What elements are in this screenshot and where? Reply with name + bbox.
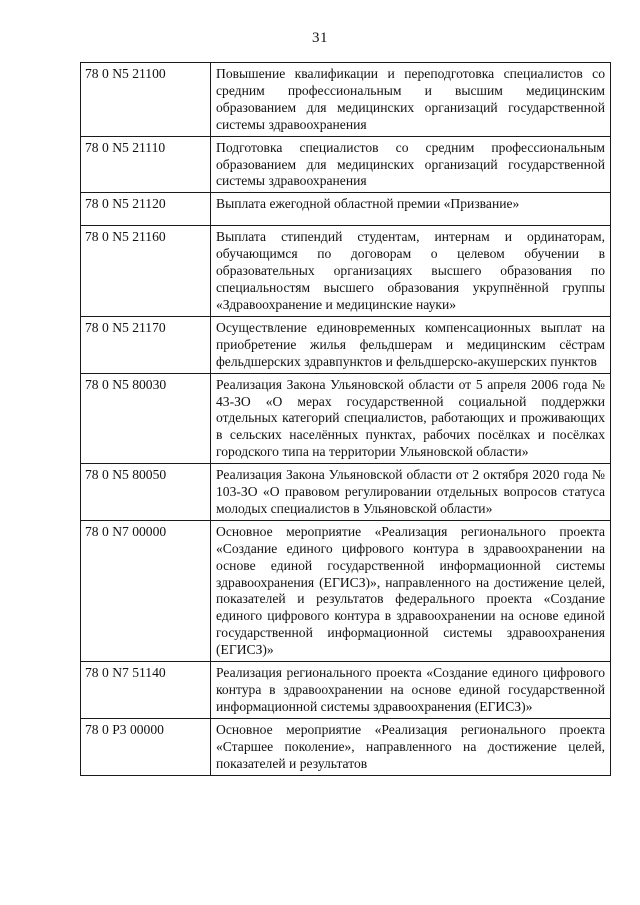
table-row — [81, 373, 611, 464]
description-cell: Реализация регионального проекта «Создание единого цифрового контура в здравоохранении на основе единой государственной информационной системы здравоохранения (ЕГИСЗ)» — [211, 662, 611, 719]
budget-code-cell: 78 0 N7 51140 — [81, 662, 211, 719]
table-row — [81, 718, 611, 775]
table-row — [81, 63, 611, 137]
description-cell: Основное мероприятие «Реализация регионального проекта «Создание единого цифрового контура в здравоохранении на основе единой государственной информационной системы здравоохранения (ЕГИСЗ)», направленного на достижение целей, показателей и результатов федерального проекта «Создание единого цифрового контура в здравоохранении на основе единой государственной информационной системы здравоохранения (ЕГИСЗ)» — [211, 520, 611, 661]
description-cell: Выплата стипендий студентам, интернам и ординаторам, обучающимся по договорам о целевом обучении в образовательных организациях высшего образования по специальностям высшего образования укрупнённой группы «Здравоохранение и медицинские науки» — [211, 226, 611, 317]
budget-code-cell: 78 0 N5 80050 — [81, 464, 211, 521]
description-cell: Реализация Закона Ульяновской области от 5 апреля 2006 года № 43-ЗО «О мерах государственной социальной поддержки отдельных категорий специалистов, работающих и проживающих в сельских населённых пунктах, рабочих посёлках и посёлках городского типа на территории Ульяновской области» — [211, 373, 611, 464]
budget-code-cell: 78 0 N5 21110 — [81, 136, 211, 193]
table-row — [81, 464, 611, 521]
table-row — [81, 136, 611, 193]
table-row — [81, 520, 611, 661]
budget-code-cell: 78 0 N5 21160 — [81, 226, 211, 317]
description-cell: Основное мероприятие «Реализация регионального проекта «Старшее поколение», направленного на достижение целей, показателей и результатов — [211, 718, 611, 775]
description-cell: Осуществление единовременных компенсационных выплат на приобретение жилья фельдшерам и медицинским сёстрам фельдшерских здравпунктов и фельдшерско-акушерских пунктов — [211, 316, 611, 373]
description-cell: Выплата ежегодной областной премии «Призвание» — [211, 193, 611, 226]
budget-code-cell: 78 0 N5 80030 — [81, 373, 211, 464]
budget-code-cell: 78 0 P3 00000 — [81, 718, 211, 775]
description-cell: Реализация Закона Ульяновской области от 2 октября 2020 года № 103-ЗО «О правовом регулировании отдельных вопросов статуса молодых специалистов в Ульяновской области» — [211, 464, 611, 521]
budget-code-cell: 78 0 N5 21170 — [81, 316, 211, 373]
table-row — [81, 662, 611, 719]
page-number: 31 — [312, 30, 328, 46]
budget-code-table — [80, 62, 611, 776]
budget-code-cell: 78 0 N5 21120 — [81, 193, 211, 226]
budget-code-cell: 78 0 N7 00000 — [81, 520, 211, 661]
description-cell: Подготовка специалистов со средним профессиональным образованием для медицинских организаций государственной системы здравоохранения — [211, 136, 611, 193]
table-row — [81, 226, 611, 317]
table-row — [81, 193, 611, 226]
description-cell: Повышение квалификации и переподготовка специалистов со средним профессиональным и высшим медицинским образованием для медицинских организаций государственной системы здравоохранения — [211, 63, 611, 137]
budget-code-cell: 78 0 N5 21100 — [81, 63, 211, 137]
table-row — [81, 316, 611, 373]
